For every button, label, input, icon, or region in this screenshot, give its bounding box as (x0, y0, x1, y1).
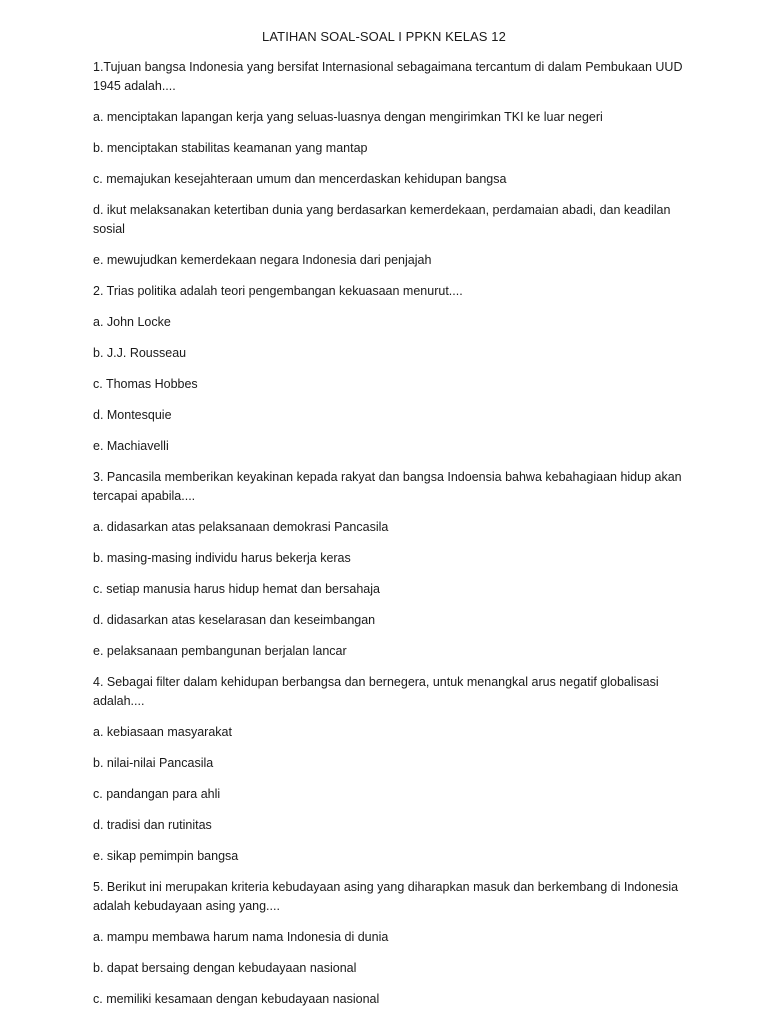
question-list (93, 58, 683, 1021)
question-text: 4. Sebagai filter dalam kehidupan berbangsa dan bernegera, untuk menangkal arus negatif globalisasi adalah.... (93, 675, 659, 708)
option-a: a. kebiasaan masyarakat (93, 725, 232, 739)
option-d: d. tradisi dan rutinitas (93, 818, 212, 832)
option-c: c. Thomas Hobbes (93, 377, 198, 391)
option-e: e. pelaksanaan pembangunan berjalan lancar (93, 644, 347, 658)
question-2 (93, 282, 683, 456)
option-b: b. dapat bersaing dengan kebudayaan nasional (93, 961, 357, 975)
option-d: d. ikut melaksanakan ketertiban dunia yang berdasarkan kemerdekaan, perdamaian abadi, dan keadilan sosial (93, 203, 671, 236)
option-c: c. memajukan kesejahteraan umum dan mencerdaskan kehidupan bangsa (93, 172, 507, 186)
option-e: e. sikap pemimpin bangsa (93, 849, 239, 863)
option-d: d. didasarkan atas keselarasan dan keseimbangan (93, 613, 376, 627)
option-b: b. masing-masing individu harus bekerja keras (93, 551, 351, 565)
question-1 (93, 58, 683, 270)
question-text: 5. Berikut ini merupakan kriteria kebudayaan asing yang diharapkan masuk dan berkembang di Indonesia adalah kebudayaan asing yang.... (93, 880, 679, 913)
option-b: b. menciptakan stabilitas keamanan yang mantap (93, 141, 368, 155)
question-text: 3. Pancasila memberikan keyakinan kepada rakyat dan bangsa Indoensia bahwa kebahagiaan hidup akan tercapai apabila.... (93, 470, 682, 503)
option-a: a. menciptakan lapangan kerja yang seluas-luasnya dengan mengirimkan TKI ke luar negeri (93, 110, 603, 124)
option-a: a. mampu membawa harum nama Indonesia di dunia (93, 930, 389, 944)
option-c: c. setiap manusia harus hidup hemat dan bersahaja (93, 582, 380, 596)
option-a: a. didasarkan atas pelaksanaan demokrasi Pancasila (93, 520, 389, 534)
option-e: e. Machiavelli (93, 439, 169, 453)
question-4 (93, 673, 683, 866)
option-c: c. memiliki kesamaan dengan kebudayaan nasional (93, 992, 380, 1006)
option-a: a. John Locke (93, 315, 171, 329)
page-title: LATIHAN SOAL-SOAL I PPKN KELAS 12 (262, 29, 506, 44)
option-d: d. Montesquie (93, 408, 172, 422)
option-b: b. nilai-nilai Pancasila (93, 756, 214, 770)
question-text: 1.Tujuan bangsa Indonesia yang bersifat Internasional sebagaimana tercantum di dalam Pembukaan UUD 1945 adalah.... (93, 60, 683, 93)
question-text: 2. Trias politika adalah teori pengembangan kekuasaan menurut.... (93, 284, 463, 298)
option-e: e. mewujudkan kemerdekaan negara Indonesia dari penjajah (93, 253, 432, 267)
question-5 (93, 878, 683, 1009)
question-3 (93, 468, 683, 661)
option-b: b. J.J. Rousseau (93, 346, 187, 360)
option-c: c. pandangan para ahli (93, 787, 221, 801)
